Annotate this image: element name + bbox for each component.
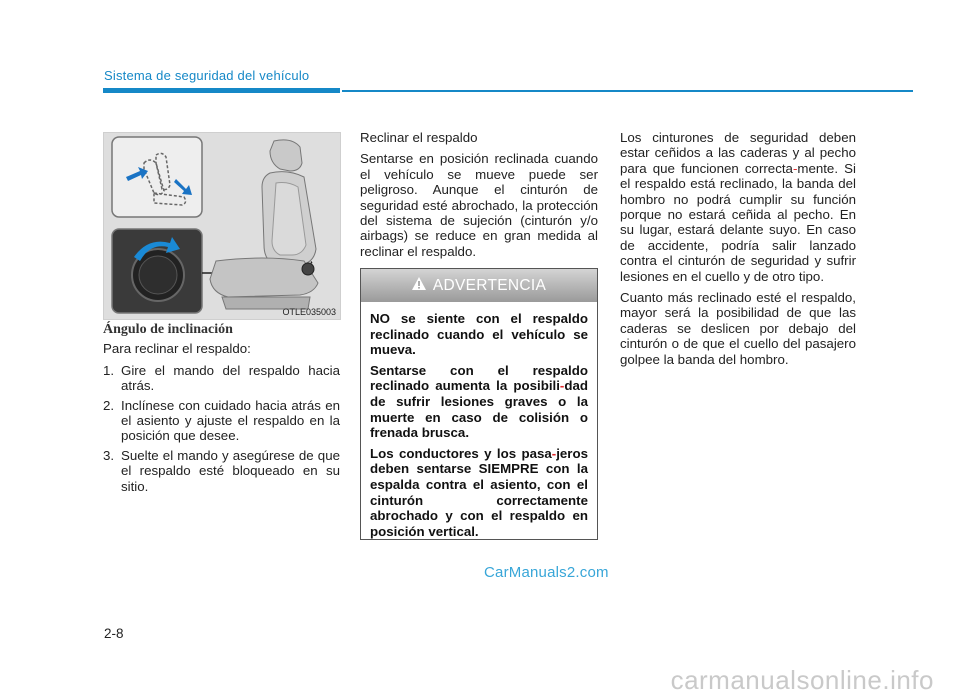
- steps-intro: Para reclinar el respaldo:: [103, 341, 251, 357]
- warning-paragraph: NO se siente con el respaldo reclinado cuando el vehículo se mueva.: [370, 311, 588, 358]
- list-item: [103, 448, 340, 494]
- warning-text: jeros deben sentarse SIEMPRE con la espalda contra el asiento, con el cinturón correctamente abrochado y con el respaldo en posición vertical.: [370, 445, 588, 539]
- hyphen-mark: -: [559, 378, 565, 394]
- column-right: [620, 130, 856, 373]
- warning-text: dad de sufrir lesiones graves o la muerte en caso de colisión o frenada brusca.: [370, 378, 588, 441]
- step-text: Suelte el mando y asegúrese de que el respaldo esté bloqueado en su sitio.: [121, 447, 340, 494]
- warning-paragraph: [370, 446, 588, 540]
- body-paragraph: Sentarse en posición reclinada cuando el vehículo se mueve puede ser peligroso. Aunque el cinturón de seguridad esté abrochado, la protección del sistema de sujeción (cinturón y/o airbags) se reduce en gran medida al reclinar el respaldo.: [360, 151, 598, 259]
- watermark-link[interactable]: CarManuals2.com: [484, 564, 609, 581]
- warning-paragraph: [370, 363, 588, 441]
- body-paragraph: Cuanto más reclinado esté el respaldo, mayor será la posibilidad de que las caderas se deslicen por debajo del cinturón o de que el cuello del pasajero golpee la banda del hombro.: [620, 290, 856, 367]
- warning-label: ADVERTENCIA: [432, 276, 547, 294]
- subsection-title: Reclinar el respaldo: [360, 130, 478, 145]
- warning-text: Sentarse con el respaldo reclinado aumenta la posibili: [370, 362, 588, 394]
- section-heading: Ángulo de inclinación: [103, 322, 233, 337]
- step-number: 3.: [103, 447, 115, 463]
- site-watermark: carmanualsonline.info: [670, 665, 934, 695]
- body-text: Los cinturones de seguridad deben estar ceñidos a las caderas y al pecho para que funcionen correcta: [620, 130, 856, 176]
- body-paragraph: [620, 130, 856, 284]
- figure-code: OTLE035003: [282, 307, 336, 317]
- header-section-title: Sistema de seguridad del vehículo: [104, 68, 310, 83]
- list-item: [103, 398, 340, 444]
- warning-box: [360, 268, 598, 540]
- list-item: [103, 363, 340, 394]
- header-rule-thick: [103, 88, 340, 93]
- warning-triangle-icon: [412, 277, 426, 295]
- warning-header: [361, 269, 597, 302]
- warning-body: [361, 302, 597, 539]
- step-number: 1.: [103, 362, 115, 378]
- column-left: [103, 322, 340, 498]
- step-number: 2.: [103, 397, 115, 413]
- header-rule-thin: [342, 90, 913, 92]
- step-text: Inclínese con cuidado hacia atrás en el asiento y ajuste el respaldo en la posición que desee.: [121, 397, 340, 444]
- column-middle: [360, 130, 598, 265]
- hyphen-mark: -: [551, 445, 557, 461]
- steps-list: [103, 363, 340, 494]
- hyphen-mark: -: [792, 160, 798, 176]
- seat-illustration-graphic: [104, 133, 341, 320]
- page-number: 2-8: [104, 626, 124, 641]
- body-text: mente. Si el respaldo está reclinado, la banda del hombro no podrá cumplir su función porque no estará ceñida al pecho. En su lugar, estará delante suyo. En caso de accidente, podría salir lanzado contra el cinturón de seguridad y sufrir lesiones en el cuello y de otro tipo.: [620, 160, 856, 284]
- step-text: Gire el mando del respaldo hacia atrás.: [121, 362, 340, 394]
- warning-text: Los conductores y los pasa: [370, 445, 552, 461]
- seat-recline-illustration: [103, 132, 341, 320]
